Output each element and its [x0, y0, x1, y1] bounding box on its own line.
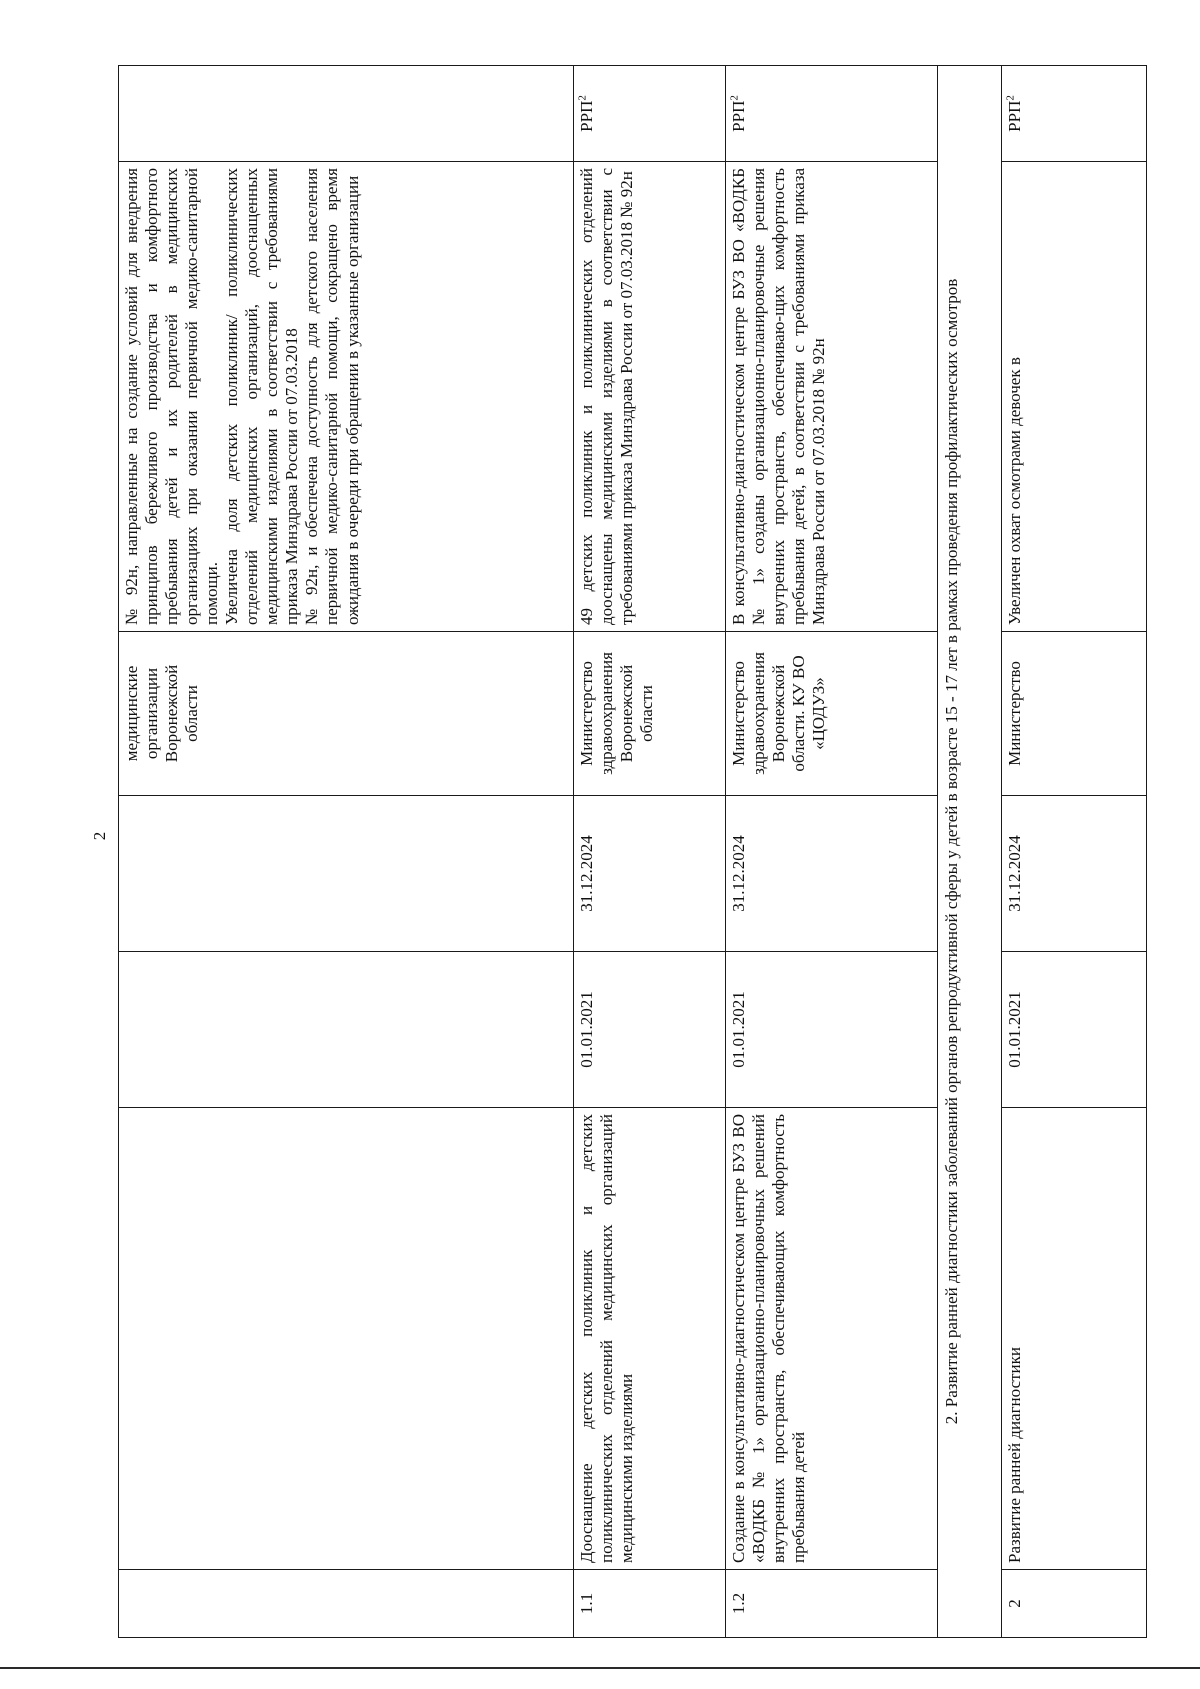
cell-num-empty: [119, 1570, 574, 1638]
plan-table: [118, 65, 1147, 1638]
row-start-date: 01.01.2021: [726, 952, 938, 1108]
result-line: Увеличена доля детских поликлиник/ поликлинических отделений медицинских организаций, дооснащенных медицинскими изделиями в соответствии с требованиями приказа Минздрава России от 07.03.2018: [222, 168, 302, 625]
page-number: 2: [90, 831, 109, 841]
cell-doc-empty: [119, 66, 574, 162]
table-row: [726, 66, 938, 1638]
table-row: [574, 66, 726, 1638]
rotated-table-content: [118, 66, 1146, 1638]
row-document: [574, 66, 726, 162]
row-executor: Министерство здравоохранения Воронежской области. КУ ВО «ЦОДУЗ»: [726, 632, 938, 796]
row-action: Дооснащение детских поликлиник и детских поликлинических отделений медицинских организаций медицинскими изделиями: [574, 1108, 726, 1570]
doc-label: РРП: [729, 100, 748, 132]
cell-result: [119, 162, 574, 632]
table-row: [1002, 66, 1147, 1638]
doc-footnote-mark: 2: [728, 95, 741, 101]
result-line: № 92н, и обеспечена доступность для детского населения первичной медико-санитарной помощи, сокращено время ожидания в очереди при обращении в указанные организации: [302, 168, 362, 625]
row-number: 1.1: [574, 1570, 726, 1638]
cell-executor: медицинские организации Воронежской области: [119, 632, 574, 796]
row-end-date: 31.12.2024: [726, 796, 938, 952]
rotated-table-frame: [118, 66, 1146, 1638]
row-start-date: 01.01.2021: [574, 952, 726, 1108]
cell-start-empty: [119, 952, 574, 1108]
row-document: [1002, 66, 1147, 162]
doc-label: РРП: [577, 100, 596, 132]
row-number: 1.2: [726, 1570, 938, 1638]
row-executor: Министерство здравоохранения Воронежской области: [574, 632, 726, 796]
cell-end-empty: [119, 796, 574, 952]
row-document: [726, 66, 938, 162]
row-result: В консультативно-диагностическом центре БУЗ ВО «ВОДКБ № 1» созданы организационно-планировочные решения внутренних пространств, обеспечиваю-щих комфортность пребывания детей, в соответствии с требованиями приказа Минздрава России от 07.03.2018 № 92н: [726, 162, 938, 632]
row-action: Создание в консультативно-диагностическом центре БУЗ ВО «ВОДКБ № 1» организационно-планировочных решений внутренних пространств, обеспечивающих комфортность пребывания детей: [726, 1108, 938, 1570]
doc-footnote-mark: 2: [1004, 95, 1017, 101]
row-start-date: 01.01.2021: [1002, 952, 1147, 1108]
doc-label: РРП: [1005, 100, 1024, 132]
section-heading: 2. Развитие ранней диагностики заболеваний органов репродуктивной сферы у детей в возрасте 15 - 17 лет в рамках проведения профилактических осмотров: [938, 66, 1002, 1638]
row-action: Развитие ранней диагностики: [1002, 1108, 1147, 1570]
table-row-continuation: [119, 66, 574, 1638]
cell-action-empty: [119, 1108, 574, 1570]
bottom-scan-edge: [0, 1667, 1200, 1669]
row-result: 49 детских поликлиник и поликлинических отделений дооснащены медицинскими изделиями в соответствии с требованиями приказа Минздрава России от 07.03.2018 № 92н: [574, 162, 726, 632]
row-end-date: 31.12.2024: [574, 796, 726, 952]
row-executor: Министерство: [1002, 632, 1147, 796]
row-number: 2: [1002, 1570, 1147, 1638]
row-end-date: 31.12.2024: [1002, 796, 1147, 952]
result-line: № 92н, направленные на создание условий для внедрения принципов бережливого производства и комфортного пребывания детей и их родителей в медицинских организациях при оказании первичной медико-санитарной помощи.: [122, 168, 222, 625]
row-result: Увеличен охват осмотрами девочек в: [1002, 162, 1147, 632]
doc-footnote-mark: 2: [576, 95, 589, 101]
section-row: [938, 66, 1002, 1638]
